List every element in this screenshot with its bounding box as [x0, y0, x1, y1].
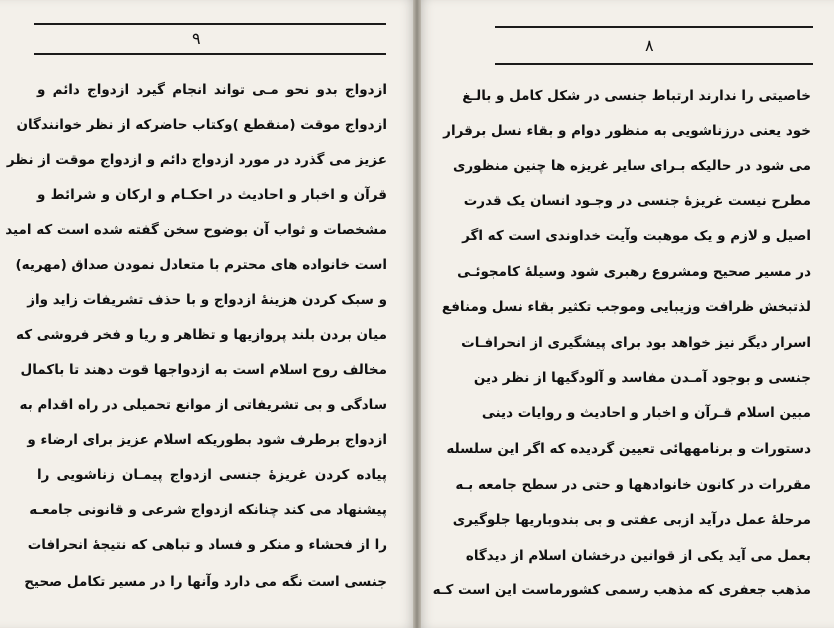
text-line: مطرح نیست غریزهٔ جنسی در وجـود انسان یک قدرت [463, 193, 811, 209]
text-line: است خانواده های محترم با متعادل نمودن صداق (مهریه) [15, 257, 387, 273]
right-page [417, 0, 834, 628]
book-gutter [413, 0, 421, 628]
top-rule [34, 23, 386, 25]
top-rule [495, 26, 813, 28]
text-line: ازدواج موقت (منقطع )وکتاب حاضرکه از نظر خوانندگان [16, 117, 387, 133]
text-line: مقررات در کانون خانوادهها و حتی در سطح جامعه بـه [455, 477, 811, 493]
text-line: جنسی و بوجود آمـدن مفاسد و آلودگیها از نظر دین [473, 370, 811, 386]
text-line: ازدواج برطرف شود بطوریکه اسلام عزیز برای ارضاء و [27, 432, 387, 448]
header-rule [34, 53, 386, 55]
text-line: پیاده کردن غریزهٔ جنسی ازدواج پیمـان زناشویی را [37, 467, 387, 483]
text-line: لذتبخش ظرافت وزیبایی وموجب تکثیر بقاء نسل ومنافع [441, 299, 811, 315]
text-line: خاصیتی را ندارند ارتباط جنسی در شکل کامل و بالـغ [462, 88, 811, 104]
text-line: و سبک کردن هزینهٔ ازدواج و با حذف تشریفات زاید واز [27, 292, 387, 308]
text-line: می شود در حالیکه بـرای سایر غریزه ها چنین منظوری [452, 158, 811, 174]
text-line: بعمل می آید یکی از قوانین درخشان اسلام از دیدگاه [465, 548, 811, 564]
text-line: مشخصات و ثواب آن بوضوح سخن گفته شده است که امید [5, 222, 387, 238]
text-line: میان بردن بلند پروازیها و تظاهر و ریا و فخر فروشی که [16, 327, 387, 343]
text-line: سادگی و بی تشریفاتی از موانع تحمیلی در راه اقدام به [19, 397, 387, 413]
text-line: ازدواج بدو نحو مـی تواند انجام گیرد ازدواج دائم و [37, 82, 387, 98]
text-line: در مسیر صحیح ومشروع رهبری شود وسیلهٔ کامجوئـی [457, 264, 811, 280]
header-rule [495, 63, 813, 65]
page-number: ۹ [192, 29, 201, 48]
text-line: اصیل و لازم و یک موهبت وآیت خداوندی است که اگر [462, 228, 811, 244]
page-number: ۸ [645, 36, 654, 55]
text-line: پیشنهاد می کند چنانکه ازدواج شرعی و قانونی جامعـه [29, 502, 387, 518]
text-line: خود یعنی درزناشویی به منظور دوام و بقاء نسل برقرار [443, 123, 811, 139]
text-line: مبین اسلام قـرآن و اخبار و احادیث و روایات دینی [481, 405, 811, 421]
text-line: مرحلهٔ عمل درآید ازبی عفتی و بی بندوباریها جلوگیری [452, 512, 811, 528]
text-line: مخالف روح اسلام است به ازدواجها قوت دهند تا باکمال [20, 362, 387, 378]
text-line: دستورات و برنامههائی تعیین گردیده که اگر این سلسله [446, 441, 811, 457]
text-line: اسرار دیگر نیز خواهد بود برای پیشگیری از انحرافـات [461, 335, 811, 351]
text-line: عزیز می گذرد در مورد ازدواج دائم و ازدواج موقت از نظر [6, 152, 387, 168]
text-line: را از فحشاء و منکر و فساد و تباهی که نتیجهٔ انحرافات [27, 537, 387, 553]
text-line: مذهب جعفری که مذهب رسمی کشورماست این است کـه [432, 582, 811, 598]
text-line: قرآن و اخبار و احادیث در احکـام و ارکان و شرائط و [37, 187, 387, 203]
text-line: جنسی است نگه می دارد وآنها را در مسیر تکامل صحیح [24, 574, 387, 590]
